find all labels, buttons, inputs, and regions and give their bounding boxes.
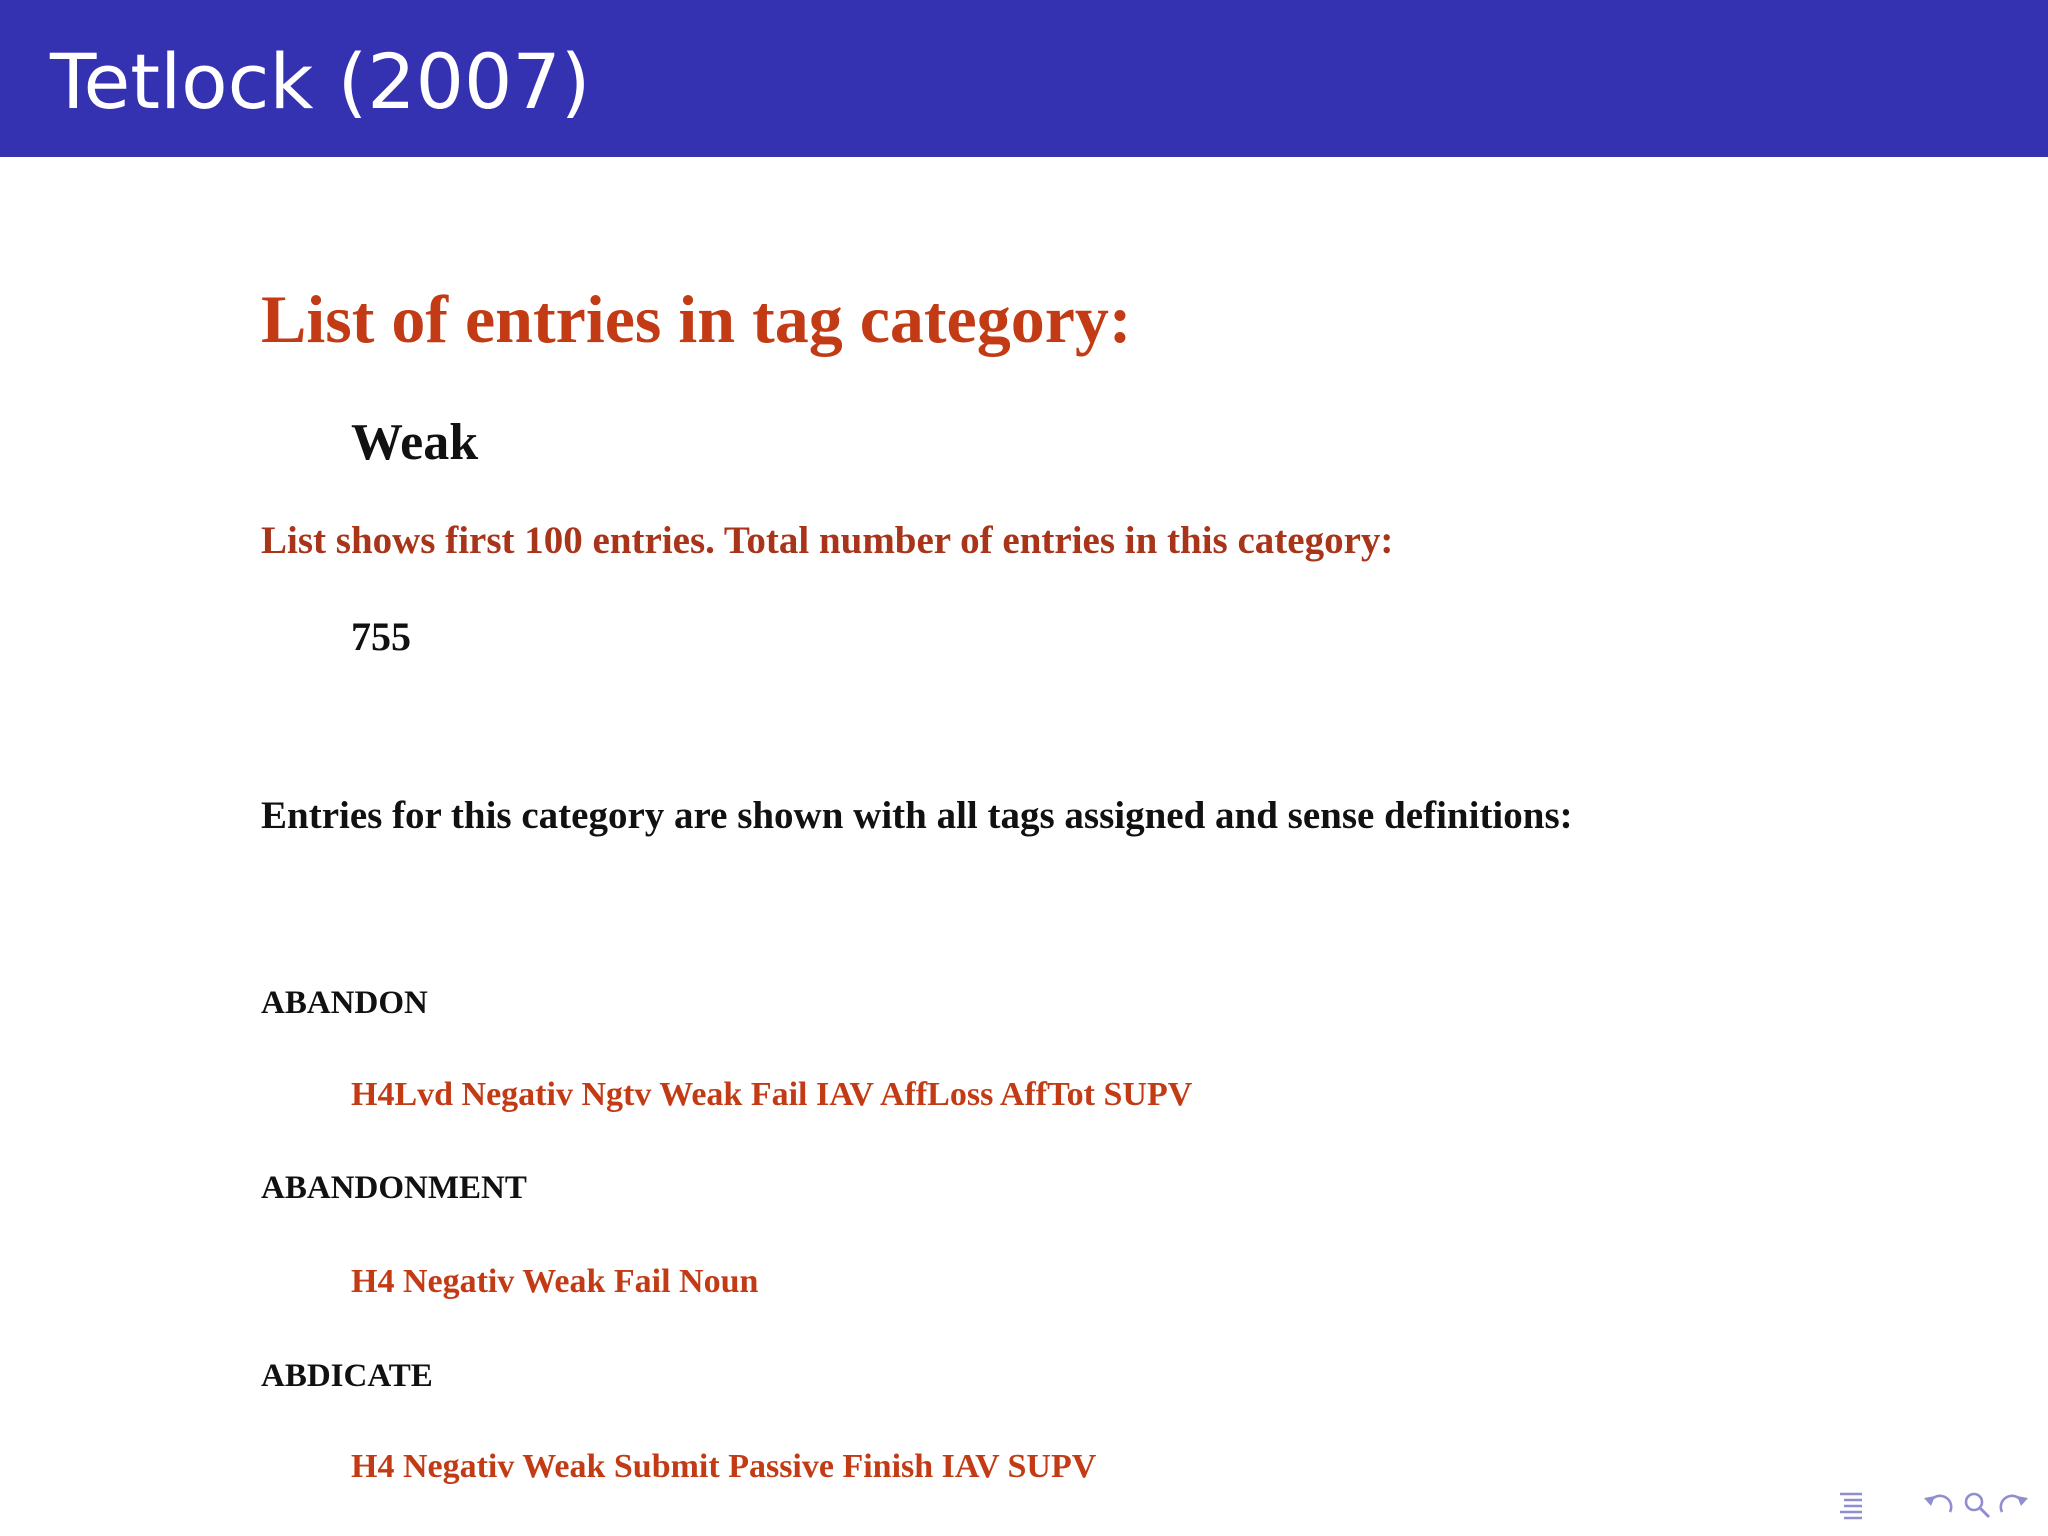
outline-icon[interactable]	[1838, 1488, 1864, 1522]
entry-tags: H4 Negativ Weak Submit Passive Finish IAV SUPV	[351, 1448, 1097, 1485]
search-icon[interactable]	[1962, 1488, 1992, 1522]
total-entries: 755	[351, 614, 411, 659]
forward-arrow-icon[interactable]	[1996, 1488, 2030, 1522]
list-note: List shows first 100 entries. Total number of entries in this category:	[261, 519, 1394, 562]
slide-title: Tetlock (2007)	[50, 37, 591, 126]
content-heading: List of entries in tag category:	[261, 281, 1132, 357]
entry-word: ABDICATE	[261, 1358, 433, 1394]
entry-tags: H4 Negativ Weak Fail Noun	[351, 1263, 759, 1300]
entry-tags: H4Lvd Negativ Ngtv Weak Fail IAV AffLoss AffTot SUPV	[351, 1076, 1193, 1113]
category-name: Weak	[351, 414, 479, 471]
entries-intro: Entries for this category are shown with all tags assigned and sense definitions:	[261, 794, 1573, 837]
entry-word: ABANDON	[261, 985, 428, 1021]
back-arrow-icon[interactable]	[1922, 1488, 1956, 1522]
entry-word: ABANDONMENT	[261, 1170, 527, 1206]
